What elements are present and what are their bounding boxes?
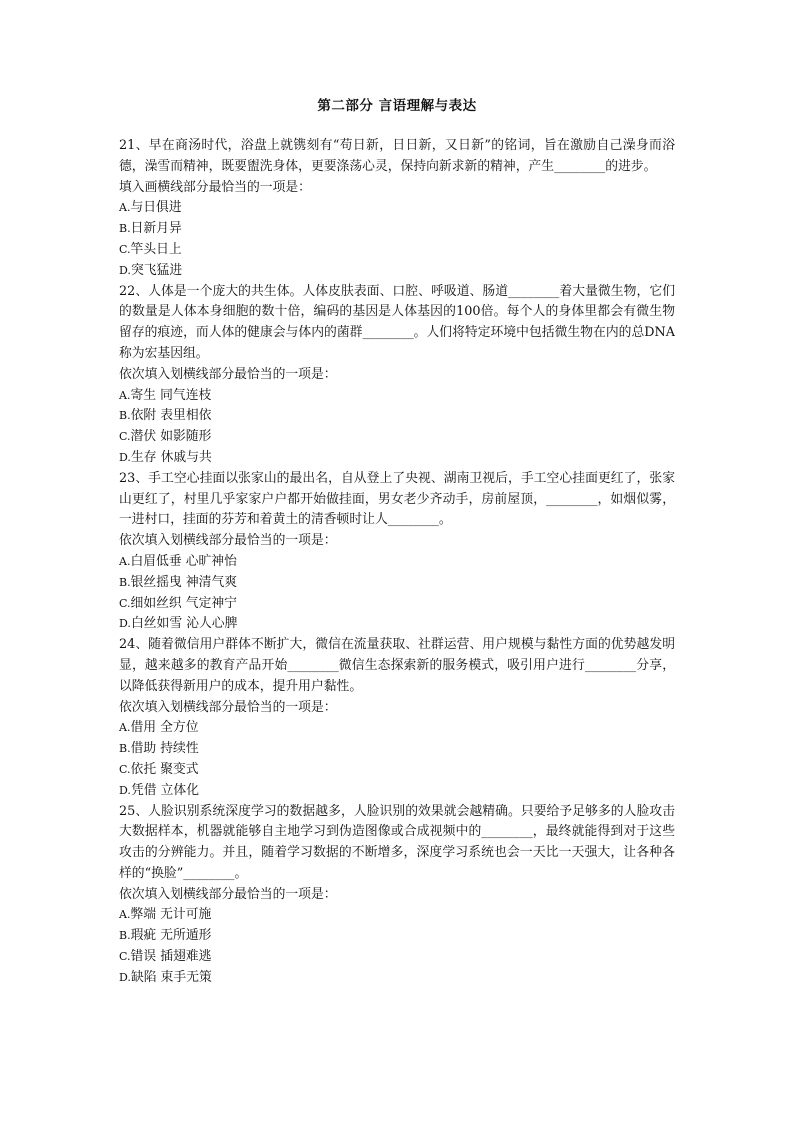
option-letter: C.: [119, 950, 131, 964]
option-text: 寄生 同气连枝: [130, 387, 212, 403]
answer-option: [119, 614, 675, 635]
answer-option: [119, 427, 675, 448]
option-text: 日新月异: [130, 221, 182, 237]
option-letter: A.: [119, 388, 131, 402]
option-text: 生存 休戚与共: [130, 449, 212, 465]
option-text: 竿头日上: [130, 241, 182, 257]
option-letter: B.: [119, 222, 131, 236]
answer-option: [119, 594, 675, 615]
answer-option: [119, 781, 675, 802]
option-letter: A.: [119, 721, 131, 735]
option-letter: A.: [119, 201, 131, 215]
answer-option: [119, 760, 675, 781]
answer-option: [119, 947, 675, 968]
question-24: [119, 635, 675, 801]
answer-option: [119, 739, 675, 760]
option-text: 依附 表里相依: [130, 408, 212, 424]
option-text: 依托 聚变式: [130, 761, 199, 777]
option-text: 错误 插翅难逃: [130, 949, 212, 965]
question-prompt: 依次填入划横线部分最恰当的一项是：: [119, 366, 337, 382]
option-letter: D.: [119, 263, 131, 277]
question-21: [119, 136, 675, 282]
question-prompt: 依次填入划横线部分最恰当的一项是：: [119, 533, 337, 549]
question-25: [119, 802, 675, 989]
section-title: 第二部分 言语理解与表达: [317, 98, 477, 114]
answer-option: [119, 968, 675, 989]
answer-option: [119, 261, 675, 282]
option-letter: B.: [119, 409, 131, 423]
answer-option: [119, 386, 675, 407]
option-letter: C.: [119, 762, 131, 776]
option-letter: D.: [119, 617, 131, 631]
answer-option: [119, 905, 675, 926]
option-text: 借用 全方位: [130, 720, 199, 736]
question-prompt: 依次填入划横线部分最恰当的一项是：: [119, 699, 337, 715]
answer-option: [119, 552, 675, 573]
option-text: 突飞猛进: [130, 262, 183, 278]
answer-option: [119, 240, 675, 261]
question-stem: 24、随着微信用户群体不断扩大，微信在流量获取、社群运营、用户规模与黏性方面的优势越发明显，越来越多的教育产品开始________微信生态探索新的服务模式，吸引用户进行________分享，以降低获得新用户的成本，提升用户黏性。: [119, 637, 675, 694]
answer-option: [119, 448, 675, 469]
question-23: [119, 469, 675, 635]
option-text: 借助 持续性: [130, 741, 199, 757]
option-letter: C.: [119, 430, 131, 444]
option-letter: C.: [119, 596, 131, 610]
option-text: 白丝如雪 沁人心脾: [130, 616, 238, 632]
answer-option: [119, 573, 675, 594]
question-stem: 22、人体是一个庞大的共生体。人体皮肤表面、口腔、呼吸道、肠道________着大量微生物，它们的数量是人体本身细胞的数十倍，编码的基因是人体基因的100倍。每个人的身体里都会有微生物留存的痕迹，而人体的健康会与体内的菌群________。人们将特定环境中包括微生物在内的总DNA称为宏基因组。: [119, 283, 675, 361]
answer-option: [119, 926, 675, 947]
option-text: 细如丝织 气定神宁: [130, 595, 237, 611]
answer-option: [119, 219, 675, 240]
option-letter: B.: [119, 929, 131, 943]
option-letter: D.: [119, 783, 131, 797]
question-22: [119, 282, 675, 469]
option-text: 瑕疵 无所遁形: [130, 928, 212, 944]
option-text: 弊端 无计可施: [130, 907, 212, 923]
option-text: 凭借 立体化: [130, 782, 199, 798]
option-letter: C.: [119, 242, 131, 256]
question-list: [119, 136, 675, 989]
option-letter: A.: [119, 908, 131, 922]
option-text: 缺陷 束手无策: [130, 969, 212, 985]
option-text: 白眉低垂 心旷神怡: [130, 553, 237, 569]
question-prompt: 填入画横线部分最恰当的一项是：: [119, 179, 311, 195]
option-letter: B.: [119, 742, 131, 756]
question-prompt: 依次填入划横线部分最恰当的一项是：: [119, 886, 337, 902]
document-content: [119, 96, 675, 989]
answer-option: [119, 406, 675, 427]
option-text: 潜伏 如影随形: [130, 429, 212, 445]
option-letter: D.: [119, 450, 131, 464]
question-stem: 25、人脸识别系统深度学习的数据越多，人脸识别的效果就会越精确。只要给予足够多的人脸攻击大数据样本，机器就能够自主地学习到伪造图像或合成视频中的________，最终就能得到对于这些攻击的分辨能力。并且，随着学习数据的不断增多，深度学习系统也会一天比一天强大，让各种各样的“换脸”________。: [119, 803, 675, 881]
question-stem: 21、早在商汤时代，浴盘上就镌刻有“苟日新，日日新，又日新”的铭词，旨在激励自己澡身而浴德，澡雪而精神，既要盥洗身体，更要涤荡心灵，保持向新求新的精神，产生________的进步。: [119, 138, 675, 174]
answer-option: [119, 718, 675, 739]
option-letter: D.: [119, 970, 131, 984]
option-text: 与日俱进: [130, 200, 182, 216]
option-text: 银丝摇曳 神清气爽: [130, 574, 238, 590]
answer-option: [119, 198, 675, 219]
option-letter: B.: [119, 575, 131, 589]
question-stem: 23、手工空心挂面以张家山的最出名，自从登上了央视、湖南卫视后，手工空心挂面更红了，张家山更红了，村里几乎家家户户都开始做挂面，男女老少齐动手，房前屋顶，________，如烟似雾，一进村口，挂面的芬芳和着黄土的清香顿时让人________。: [119, 470, 675, 528]
option-letter: A.: [119, 554, 131, 568]
